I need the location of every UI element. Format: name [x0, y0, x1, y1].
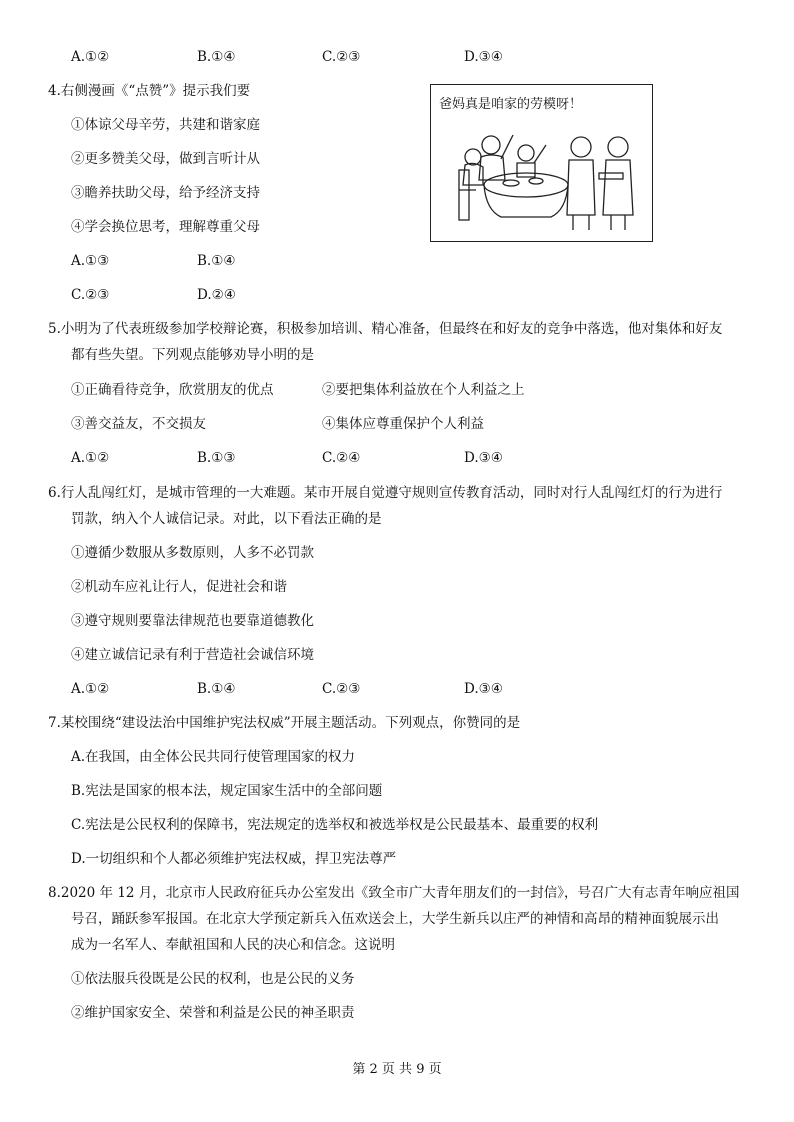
q6-option-b: B.①④: [197, 681, 236, 697]
q3-option-d: D.③④: [464, 49, 503, 65]
q4-stem: 4.右侧漫画《“点赞”》提示我们要: [48, 83, 251, 99]
q6-item-4: ④建立诚信记录有利于营造社会诚信环境: [71, 647, 314, 663]
q4-item-4: ④学会换位思考，理解尊重父母: [71, 219, 260, 235]
q8-stem-line-1: 8.2020 年 12 月，北京市人民政府征兵办公室发出《致全市广大青年朋友们的一封信》，号召广大有志青年响应祖国: [48, 885, 740, 901]
q7-choice-b: B.宪法是国家的根本法，规定国家生活中的全部问题: [71, 783, 383, 799]
cartoon-caption: 爸妈真是咱家的劳模呀！: [439, 97, 583, 112]
q5-item-4: ④集体应尊重保护个人利益: [322, 416, 484, 432]
q5-stem-line-1: 5.小明为了代表班级参加学校辩论赛，积极参加培训、精心准备，但最终在和好友的竞争中落选，他对集体和好友: [48, 321, 723, 337]
q6-option-d: D.③④: [464, 681, 503, 697]
q8-item-1: ①依法服兵役既是公民的权利，也是公民的义务: [71, 971, 355, 987]
q4-option-a: A.①③: [71, 253, 110, 269]
q8-stem-line-3: 成为一名军人、奉献祖国和人民的决心和信念。这说明: [71, 937, 395, 953]
q4-item-2: ②更多赞美父母，做到言听计从: [71, 151, 260, 167]
q5-option-c: C.②④: [322, 450, 361, 466]
q7-stem: 7.某校围绕“建设法治中国维护宪法权威”开展主题活动。下列观点，你赞同的是: [48, 715, 521, 731]
q8-item-2: ②维护国家安全、荣誉和利益是公民的神圣职责: [71, 1005, 355, 1021]
q4-option-b: B.①④: [197, 253, 236, 269]
q5-option-b: B.①③: [197, 450, 236, 466]
q6-stem-line-2: 罚款，纳入个人诚信记录。对此，以下看法正确的是: [71, 511, 382, 527]
q5-item-3: ③善交益友，不交损友: [71, 416, 206, 432]
q5-item-2: ②要把集体利益放在个人利益之上: [322, 382, 525, 398]
q5-item-1: ①正确看待竞争，欣赏朋友的优点: [71, 382, 274, 398]
page-number: 第 2 页 共 9 页: [352, 1062, 442, 1077]
q6-item-3: ③遵守规则要靠法律规范也要靠道德教化: [71, 613, 314, 629]
q6-item-2: ②机动车应礼让行人，促进社会和谐: [71, 579, 287, 595]
q4-option-d: D.②④: [197, 287, 236, 303]
q7-choice-d: D.一切组织和个人都必须维护宪法权威，捍卫宪法尊严: [71, 851, 397, 867]
q3-option-c: C.②③: [322, 49, 361, 65]
q5-option-d: D.③④: [464, 450, 503, 466]
q4-item-1: ①体谅父母辛劳，共建和谐家庭: [71, 117, 260, 133]
family-dinner-illustration: [431, 85, 651, 240]
q6-option-c: C.②③: [322, 681, 361, 697]
q8-stem-line-2: 号召，踊跃参军报国。在北京大学预定新兵入伍欢送会上，大学生新兵以庄严的神情和高昂的精神面貌展示出: [71, 911, 719, 927]
q7-choice-a: A.在我国，由全体公民共同行使管理国家的权力: [71, 749, 356, 765]
q6-item-1: ①遵循少数服从多数原则，人多不必罚款: [71, 545, 314, 561]
q5-option-a: A.①②: [71, 450, 110, 466]
q4-option-c: C.②③: [71, 287, 110, 303]
cartoon-figure: [430, 84, 653, 242]
q6-option-a: A.①②: [71, 681, 110, 697]
q7-choice-c: C.宪法是公民权利的保障书，宪法规定的选举权和被选举权是公民最基本、最重要的权利: [71, 817, 599, 833]
q6-stem-line-1: 6.行人乱闯红灯，是城市管理的一大难题。某市开展自觉遵守规则宣传教育活动，同时对行人乱闯红灯的行为进行: [48, 485, 723, 501]
q5-stem-line-2: 都有些失望。下列观点能够劝导小明的是: [71, 347, 314, 363]
q3-option-a: A.①②: [71, 49, 110, 65]
q4-item-3: ③瞻养扶助父母，给予经济支持: [71, 185, 260, 201]
q3-option-b: B.①④: [197, 49, 236, 65]
